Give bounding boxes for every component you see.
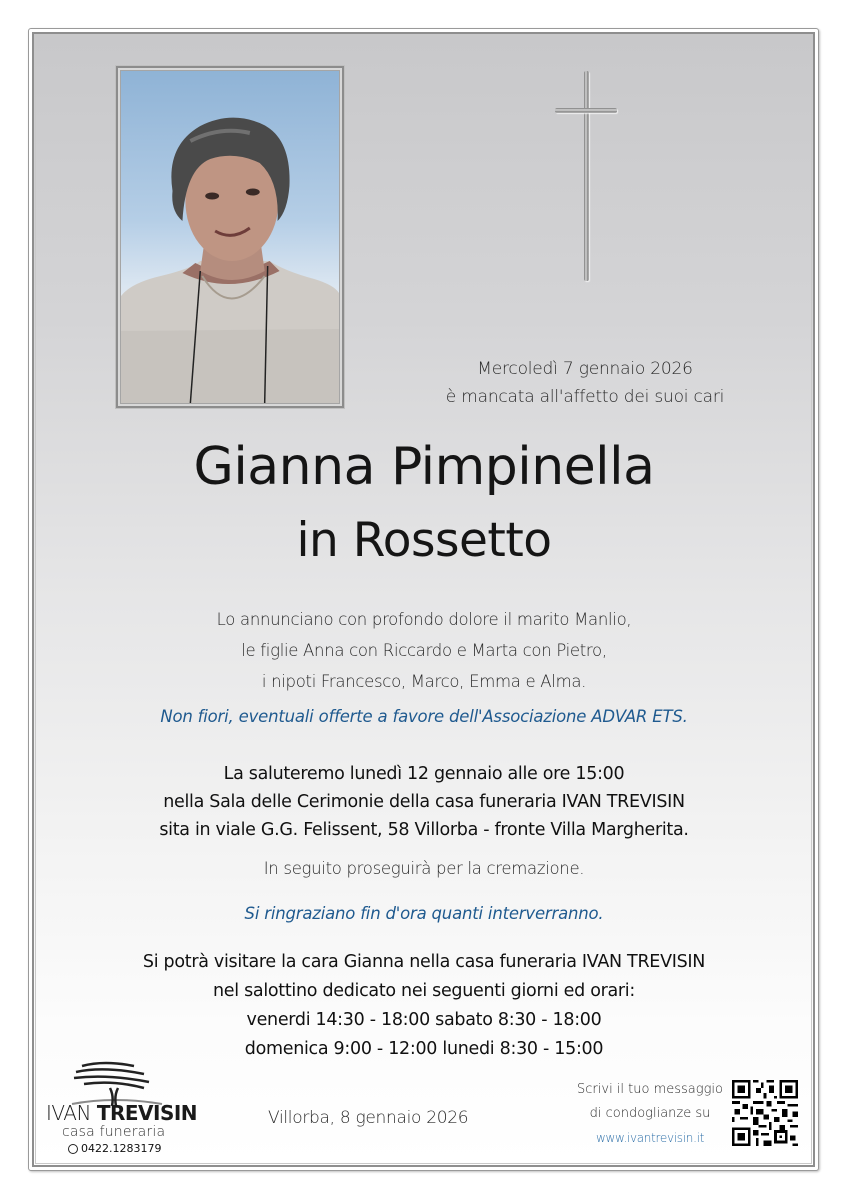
phone-number: 0422.1283179 — [81, 1142, 162, 1155]
condolences-block — [570, 1078, 730, 1150]
death-phrase: è mancata all'affetto dei suoi cari — [445, 387, 725, 407]
phone-icon — [68, 1144, 78, 1154]
logo-brand-last: TREVISIN — [96, 1101, 198, 1125]
logo-brand — [46, 1101, 197, 1125]
name-line-1: Gianna Pimpinella — [193, 437, 655, 497]
name-line-2: in Rossetto — [296, 513, 552, 568]
visiting-line: venerdi 14:30 - 18:00 sabato 8:30 - 18:00 — [246, 1010, 602, 1030]
place-and-date: Villorba, 8 gennaio 2026 — [268, 1108, 469, 1128]
no-flowers-note: Non fiori, eventuali offerte a favore dell'Associazione ADVAR ETS. — [160, 707, 688, 726]
visiting-line: Si potrà visitare la cara Gianna nella casa funeraria IVAN TREVISIN — [142, 952, 706, 972]
cross-vertical-bar — [584, 71, 589, 281]
qr-code-graphic — [732, 1080, 798, 1146]
visiting-line: domenica 9:00 - 12:00 lunedi 8:30 - 15:00 — [244, 1039, 604, 1059]
death-date-notice — [420, 355, 750, 411]
deceased-name — [0, 428, 848, 576]
logo-subtitle: casa funeraria — [62, 1124, 166, 1140]
logo-brand-first: IVAN — [46, 1101, 91, 1125]
cross-icon — [555, 71, 617, 283]
family-announcement — [0, 604, 848, 697]
qr-code-icon[interactable] — [732, 1080, 798, 1146]
death-date: Mercoledì 7 gennaio 2026 — [477, 359, 693, 379]
logo-phone — [68, 1142, 161, 1155]
ceremony-details — [0, 760, 848, 844]
portrait-photo — [120, 70, 340, 404]
announcement-line: i nipoti Francesco, Marco, Emma e Alma. — [261, 672, 587, 691]
funeral-home-logo — [40, 1060, 198, 1160]
announcement-line: Lo annunciano con profondo dolore il marito Manlio, — [216, 610, 632, 629]
tree-icon — [64, 1060, 164, 1106]
portrait-icon — [121, 71, 339, 403]
visiting-line: nel salottino dedicato nei seguenti giorni ed orari: — [213, 981, 635, 1001]
condolences-line-2: di condoglianze su — [589, 1106, 711, 1121]
ceremony-line: nella Sala delle Cerimonie della casa funeraria IVAN TREVISIN — [163, 792, 685, 812]
condolences-link[interactable]: www.ivantrevisin.it — [595, 1131, 705, 1145]
announcement-line: le figlie Anna con Riccardo e Marta con Pietro, — [241, 641, 607, 660]
visiting-hours — [0, 948, 848, 1064]
ceremony-line: La saluteremo lunedì 12 gennaio alle ore 15:00 — [223, 764, 625, 784]
portrait-frame — [116, 66, 344, 408]
condolences-line-1: Scrivi il tuo messaggio — [577, 1082, 723, 1097]
cremation-note: In seguito proseguirà per la cremazione. — [263, 859, 585, 878]
cross-horizontal-bar — [555, 108, 617, 113]
thanks-note: Si ringraziano fin d'ora quanti interverranno. — [244, 904, 604, 923]
ceremony-line: sita in viale G.G. Felissent, 58 Villorba - fronte Villa Margherita. — [159, 820, 689, 840]
